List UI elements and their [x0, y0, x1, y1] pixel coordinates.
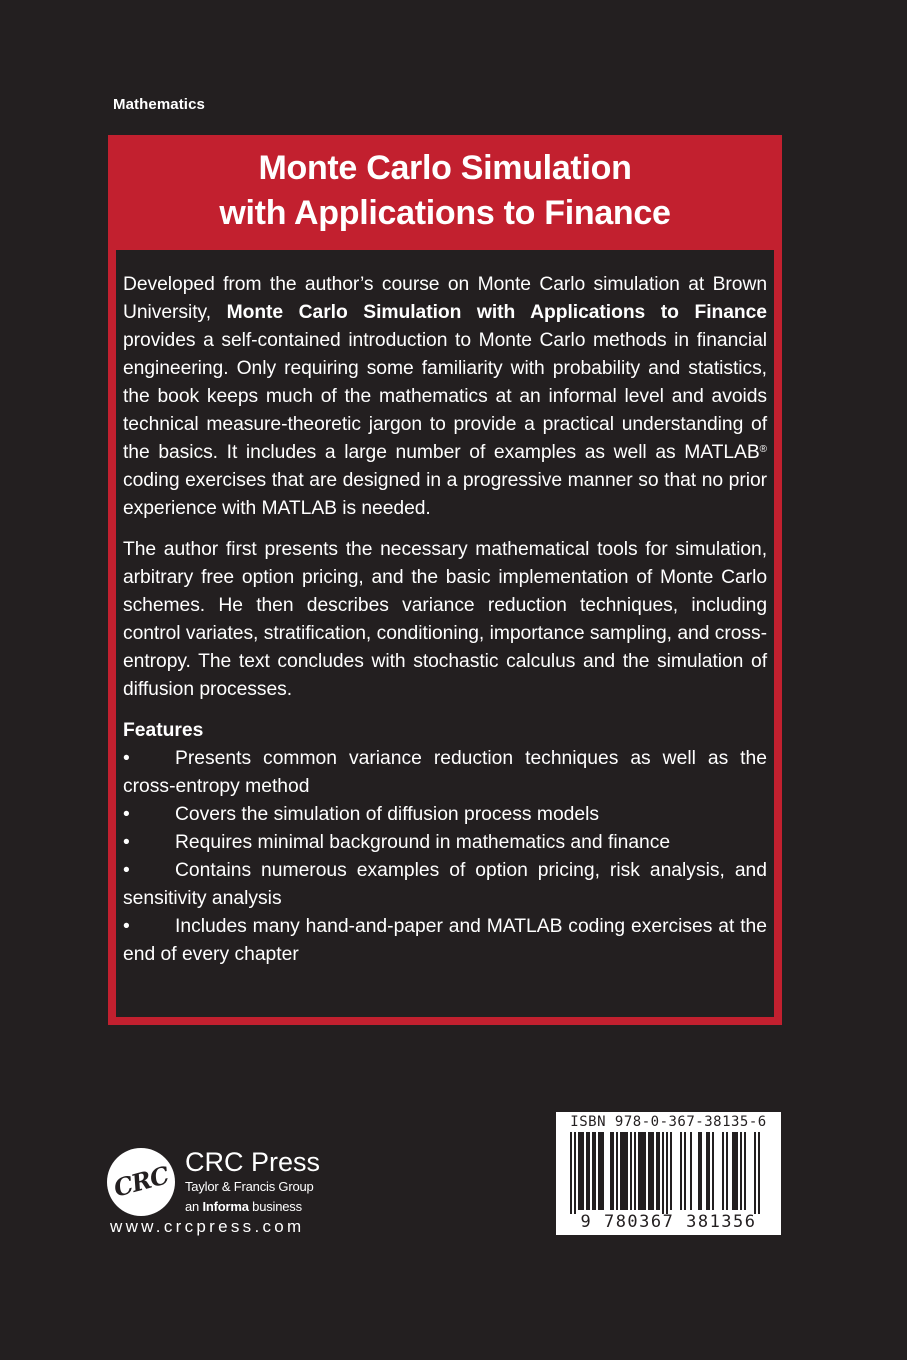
barcode-bar	[578, 1132, 580, 1210]
barcode-bar	[580, 1132, 582, 1210]
barcode-bar	[722, 1132, 724, 1210]
informa-bold: Informa	[202, 1199, 249, 1214]
bullet-icon: •	[123, 832, 130, 853]
barcode-bar	[698, 1132, 700, 1210]
book-title	[108, 146, 782, 236]
barcode-bar	[644, 1132, 646, 1210]
barcode-bar	[598, 1132, 600, 1210]
barcode-bar	[666, 1132, 668, 1214]
barcode-bar	[650, 1132, 652, 1210]
barcode-bar	[624, 1132, 626, 1210]
category-label: Mathematics	[113, 96, 205, 113]
barcode-bar	[732, 1132, 734, 1210]
barcode-bar	[622, 1132, 624, 1210]
barcode-bar	[638, 1132, 640, 1210]
feature-text: Covers the simulation of diffusion process models	[175, 804, 600, 825]
barcode-bar	[642, 1132, 644, 1210]
isbn-label: ISBN 978-0-367-38135-6	[570, 1114, 767, 1130]
p1-middle: provides a self-contained introduction to Monte Carlo methods in financial engineering. Only requiring some familiarity with probability and statistics, the book keeps much of the mathematics at an informal level and avoids technical measure-theoretic jargon to provide a practical understanding of the basics. It includes a large number of examples as well as MATLAB	[123, 330, 767, 463]
logo-text: CRC	[110, 1160, 172, 1203]
barcode-bar	[630, 1132, 632, 1210]
barcode-bar	[726, 1132, 728, 1210]
p1-bold-title: Monte Carlo Simulation with Applications to Finance	[226, 302, 767, 323]
barcode-bar	[652, 1132, 654, 1210]
publisher-informa	[185, 1199, 302, 1214]
barcode-bar	[616, 1132, 618, 1210]
publisher-website: www.crcpress.com	[110, 1217, 305, 1236]
barcode-bar	[734, 1132, 736, 1210]
title-line-1: Monte Carlo Simulation	[258, 149, 632, 187]
informa-prefix: an	[185, 1199, 203, 1214]
barcode-bar	[634, 1132, 636, 1210]
barcode-bar	[736, 1132, 738, 1210]
barcode-bar	[700, 1132, 702, 1210]
barcode-bar	[706, 1132, 708, 1210]
barcode-bar	[626, 1132, 628, 1210]
feature-text: Requires minimal background in mathematics and finance	[175, 832, 671, 853]
barcode-bar	[588, 1132, 590, 1210]
barcode-bar	[592, 1132, 594, 1210]
barcode-bar	[640, 1132, 642, 1210]
barcode-bar	[570, 1132, 572, 1214]
barcode	[556, 1112, 781, 1235]
barcode-bar	[602, 1132, 604, 1210]
barcode-bar	[582, 1132, 584, 1210]
feature-item	[123, 801, 767, 829]
registered-mark: ®	[759, 444, 767, 455]
barcode-bar	[574, 1132, 576, 1214]
barcode-bar	[744, 1132, 746, 1210]
feature-text: Contains numerous examples of option pricing, risk analysis, and sensitivity analysis	[123, 860, 767, 909]
barcode-bar	[662, 1132, 664, 1214]
barcode-bar	[740, 1132, 742, 1210]
barcode-bar	[612, 1132, 614, 1210]
description-box	[116, 250, 774, 1017]
title-line-2: with Applications to Finance	[219, 194, 671, 232]
informa-suffix: business	[248, 1199, 302, 1214]
description-paragraph-2: The author first presents the necessary mathematical tools for simulation, arbitrary free option pricing, and the basic implementation of Monte Carlo schemes. He then describes variance reduction techniques, including control variates, stratification, conditioning, importance sampling, and cross-entropy. The text concludes with stochastic calculus and the simulation of diffusion processes.	[123, 539, 767, 700]
description-paragraph-1	[123, 271, 767, 523]
ean-digits: 9 780367 381356	[580, 1212, 757, 1232]
barcode-bar	[594, 1132, 596, 1210]
p1-end: coding exercises that are designed in a progressive manner so that no prior experience with MATLAB is needed.	[123, 470, 767, 519]
barcode-bar	[658, 1132, 660, 1210]
barcode-bar	[648, 1132, 650, 1210]
title-panel	[108, 135, 782, 1025]
bullet-icon: •	[123, 804, 130, 825]
barcode-bar	[690, 1132, 692, 1210]
publisher-group: Taylor & Francis Group	[185, 1179, 314, 1194]
feature-item	[123, 745, 767, 801]
barcode-bar	[670, 1132, 672, 1210]
feature-item	[123, 829, 767, 857]
barcode-bar	[620, 1132, 622, 1210]
barcode-bar	[610, 1132, 612, 1210]
crc-logo-icon	[107, 1148, 175, 1216]
features-heading: Features	[123, 720, 204, 741]
barcode-bar	[758, 1132, 760, 1214]
publisher-name: CRC Press	[185, 1147, 321, 1177]
feature-item	[123, 913, 767, 969]
barcode-bar	[712, 1132, 714, 1210]
barcode-bar	[754, 1132, 756, 1214]
feature-text: Presents common variance reduction techniques as well as the cross-entropy method	[123, 748, 767, 797]
barcode-bar	[600, 1132, 602, 1210]
barcode-bar	[656, 1132, 658, 1210]
feature-item	[123, 857, 767, 913]
barcode-bar	[684, 1132, 686, 1210]
barcode-bar	[708, 1132, 710, 1210]
bullet-icon: •	[123, 916, 130, 937]
barcode-bars-icon	[556, 1132, 781, 1214]
feature-text: Includes many hand-and-paper and MATLAB coding exercises at the end of every chapter	[123, 916, 767, 965]
bullet-icon: •	[123, 860, 130, 881]
bullet-icon: •	[123, 748, 130, 769]
barcode-bar	[586, 1132, 588, 1210]
barcode-bar	[680, 1132, 682, 1210]
p1-intro: Developed from the author’s course on Monte Carlo simulation at Brown University,	[123, 274, 767, 323]
